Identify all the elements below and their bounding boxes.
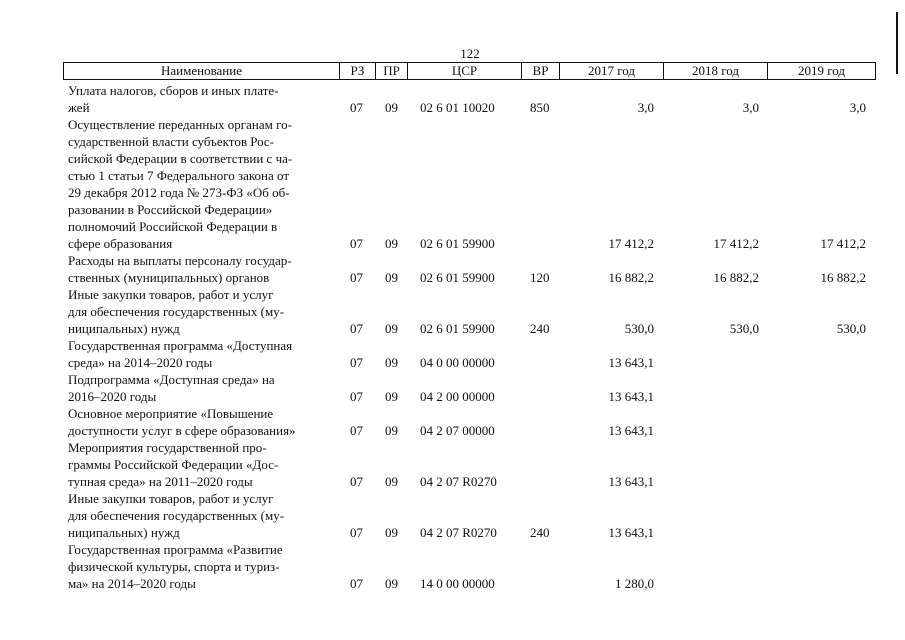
row-vr: 120 xyxy=(530,270,550,285)
table-row xyxy=(0,405,905,439)
row-rz: 07 xyxy=(350,321,363,336)
row-rz: 07 xyxy=(350,100,363,115)
row-pr: 09 xyxy=(385,389,398,404)
row-2019: 16 882,2 xyxy=(820,270,866,285)
table-body xyxy=(0,82,905,592)
row-name: Мероприятия государственной про- граммы Российской Федерации «Дос- тупная среда» на 2011–2020 годы xyxy=(68,440,279,489)
table-row xyxy=(0,116,905,252)
table-row xyxy=(0,371,905,405)
header-rz: РЗ xyxy=(340,63,376,79)
row-name: Осуществление переданных органам го- сударственной власти субъектов Рос- сийской Федерации в соответствии с ча- стью 1 статьи 7 Федерального закона от 29 декабря 2012 года № 273-ФЗ «Об об- разовании в Российской Федерации» полномочий Российской Федерации в сфере образования xyxy=(68,117,293,251)
row-2017: 13 643,1 xyxy=(608,525,654,540)
header-csr: ЦСР xyxy=(408,63,522,79)
row-pr: 09 xyxy=(385,321,398,336)
table-row xyxy=(0,252,905,286)
row-2017: 16 882,2 xyxy=(608,270,654,285)
row-rz: 07 xyxy=(350,423,363,438)
row-name: Уплата налогов, сборов и иных плате- жей xyxy=(68,83,279,115)
row-2018: 3,0 xyxy=(742,100,759,115)
row-csr: 02 6 01 59900 xyxy=(420,236,495,251)
row-name: Подпрограмма «Доступная среда» на 2016–2020 годы xyxy=(68,372,275,404)
row-csr: 04 2 07 R0270 xyxy=(420,474,497,489)
row-2018: 530,0 xyxy=(729,321,759,336)
row-2017: 13 643,1 xyxy=(608,474,654,489)
row-vr: 240 xyxy=(530,321,550,336)
page-number: 122 xyxy=(460,46,480,61)
row-name: Иные закупки товаров, работ и услуг для обеспечения государственных (му- ниципальных) нужд xyxy=(68,287,285,336)
row-csr: 02 6 01 59900 xyxy=(420,321,495,336)
header-2017: 2017 год xyxy=(560,63,664,79)
row-vr: 240 xyxy=(530,525,550,540)
row-pr: 09 xyxy=(385,474,398,489)
row-csr: 04 0 00 00000 xyxy=(420,355,495,370)
row-2017: 13 643,1 xyxy=(608,423,654,438)
row-rz: 07 xyxy=(350,525,363,540)
header-name: Наименование xyxy=(64,63,340,79)
header-vr: ВР xyxy=(522,63,560,79)
row-csr: 04 2 00 00000 xyxy=(420,389,495,404)
row-csr: 04 2 07 00000 xyxy=(420,423,495,438)
row-csr: 04 2 07 R0270 xyxy=(420,525,497,540)
row-vr: 850 xyxy=(530,100,550,115)
row-name: Основное мероприятие «Повышение доступности услуг в сфере образования» xyxy=(68,406,296,438)
row-pr: 09 xyxy=(385,270,398,285)
row-2017: 3,0 xyxy=(637,100,654,115)
table-row xyxy=(0,337,905,371)
table-row xyxy=(0,82,905,116)
row-rz: 07 xyxy=(350,389,363,404)
page-edge-line xyxy=(896,12,898,74)
row-2019: 3,0 xyxy=(849,100,866,115)
table-row xyxy=(0,490,905,541)
header-2018: 2018 год xyxy=(664,63,768,79)
row-2017: 13 643,1 xyxy=(608,355,654,370)
row-2017: 530,0 xyxy=(624,321,654,336)
row-2018: 17 412,2 xyxy=(713,236,759,251)
row-csr: 02 6 01 59900 xyxy=(420,270,495,285)
row-2019: 17 412,2 xyxy=(820,236,866,251)
row-pr: 09 xyxy=(385,236,398,251)
row-rz: 07 xyxy=(350,576,363,591)
row-rz: 07 xyxy=(350,270,363,285)
row-name: Иные закупки товаров, работ и услуг для обеспечения государственных (му- ниципальных) нужд xyxy=(68,491,285,540)
row-2017: 17 412,2 xyxy=(608,236,654,251)
row-pr: 09 xyxy=(385,355,398,370)
row-pr: 09 xyxy=(385,576,398,591)
header-2019: 2019 год xyxy=(798,63,845,78)
header-pr: ПР xyxy=(376,63,408,79)
row-2017: 13 643,1 xyxy=(608,389,654,404)
table-row xyxy=(0,286,905,337)
row-rz: 07 xyxy=(350,355,363,370)
row-name: Расходы на выплаты персоналу государ- ственных (муниципальных) органов xyxy=(68,253,292,285)
row-rz: 07 xyxy=(350,236,363,251)
row-name: Государственная программа «Развитие физической культуры, спорта и туриз- ма» на 2014–2020 годы xyxy=(68,542,283,591)
row-2018: 16 882,2 xyxy=(713,270,759,285)
row-2019: 530,0 xyxy=(836,321,866,336)
row-rz: 07 xyxy=(350,474,363,489)
table-header xyxy=(63,62,876,80)
row-csr: 02 6 01 10020 xyxy=(420,100,495,115)
row-csr: 14 0 00 00000 xyxy=(420,576,495,591)
row-pr: 09 xyxy=(385,423,398,438)
row-pr: 09 xyxy=(385,525,398,540)
table-row xyxy=(0,439,905,490)
table-row xyxy=(0,541,905,592)
row-pr: 09 xyxy=(385,100,398,115)
row-name: Государственная программа «Доступная среда» на 2014–2020 годы xyxy=(68,338,293,370)
row-2017: 1 280,0 xyxy=(615,576,654,591)
